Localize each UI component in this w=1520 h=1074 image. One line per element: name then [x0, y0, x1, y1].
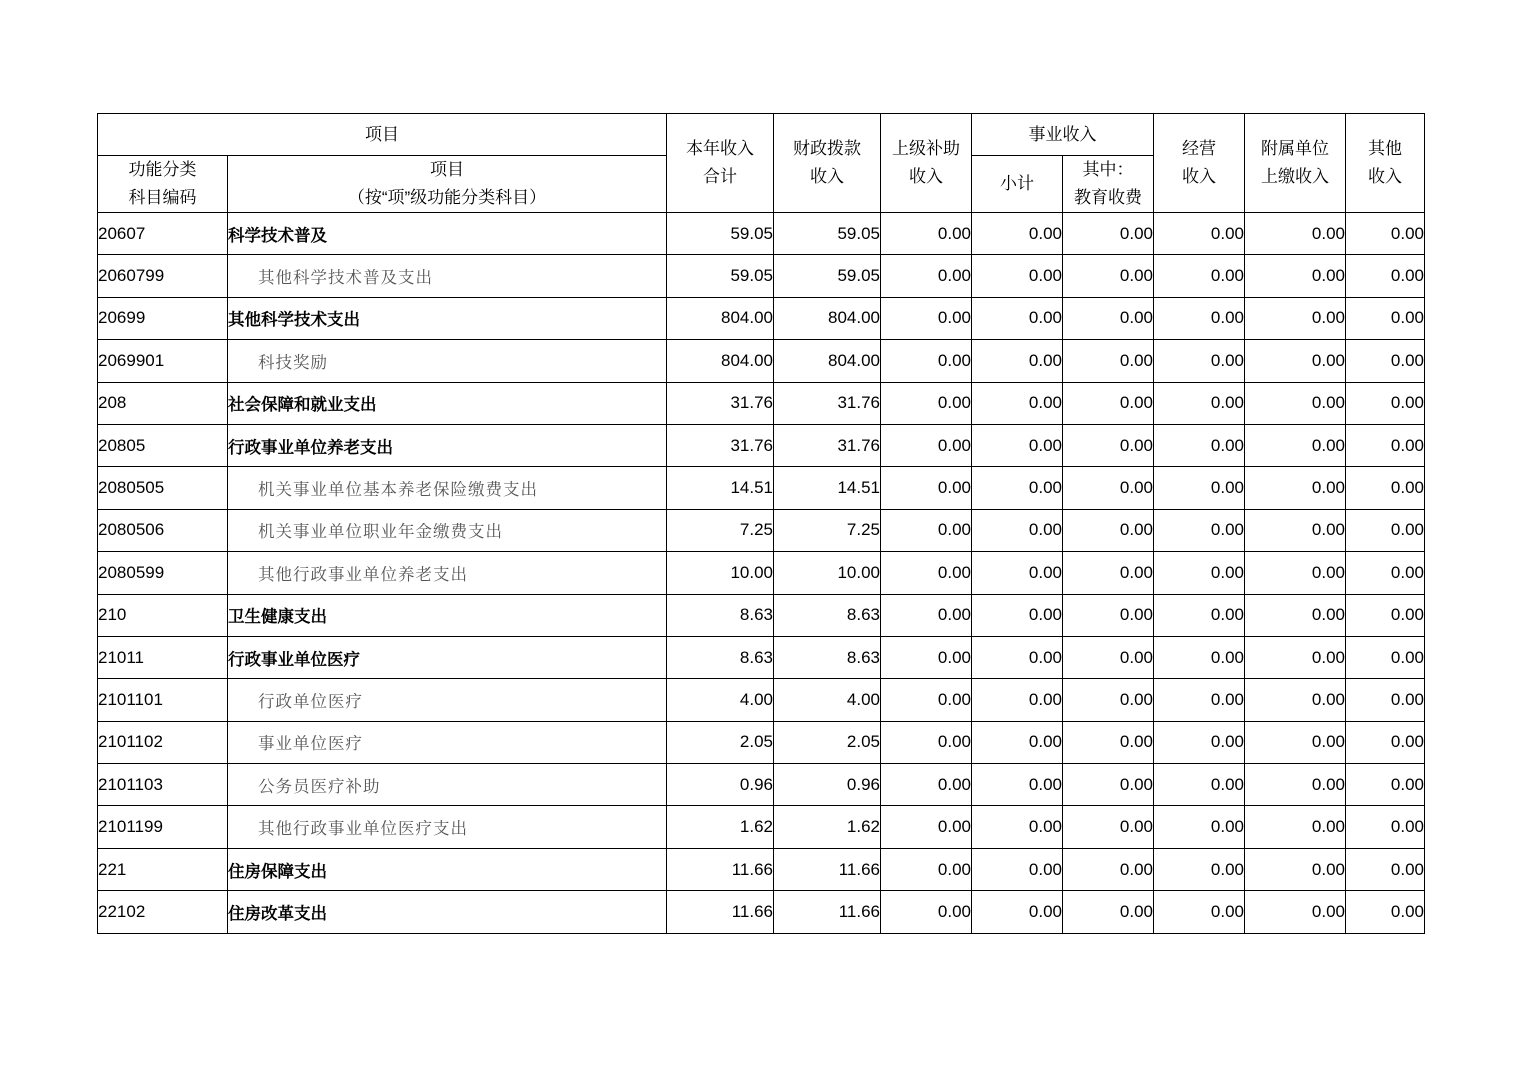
name-cell: 其他科学技术普及支出	[228, 255, 667, 297]
subtotal-cell: 0.00	[972, 424, 1063, 466]
total-cell: 11.66	[667, 891, 774, 933]
business-income-cell: 0.00	[1154, 509, 1245, 551]
header-function-code: 功能分类 科目编码	[98, 156, 228, 213]
code-cell: 2101103	[98, 764, 228, 806]
subtotal-cell: 0.00	[972, 721, 1063, 763]
code-cell: 2101101	[98, 679, 228, 721]
upper-subsidy-cell: 0.00	[881, 382, 972, 424]
table-row	[98, 721, 1425, 763]
upper-subsidy-cell: 0.00	[881, 848, 972, 890]
affiliate-income-cell: 0.00	[1245, 636, 1346, 678]
other-income-cell: 0.00	[1346, 552, 1425, 594]
code-cell: 210	[98, 594, 228, 636]
subtotal-cell: 0.00	[972, 806, 1063, 848]
education-fee-cell: 0.00	[1063, 297, 1154, 339]
table-row	[98, 594, 1425, 636]
table-row	[98, 891, 1425, 933]
education-fee-cell: 0.00	[1063, 891, 1154, 933]
affiliate-income-cell: 0.00	[1245, 424, 1346, 466]
fiscal-cell: 0.96	[774, 764, 881, 806]
header-xiangmu: 项目	[98, 114, 667, 156]
code-cell: 2080505	[98, 467, 228, 509]
affiliate-income-cell: 0.00	[1245, 764, 1346, 806]
header-item-name: 项目 （按“项”级功能分类科目）	[228, 156, 667, 213]
table-row	[98, 297, 1425, 339]
subtotal-cell: 0.00	[972, 467, 1063, 509]
affiliate-income-cell: 0.00	[1245, 255, 1346, 297]
education-fee-cell: 0.00	[1063, 679, 1154, 721]
table-row	[98, 467, 1425, 509]
upper-subsidy-cell: 0.00	[881, 509, 972, 551]
fiscal-cell: 10.00	[774, 552, 881, 594]
total-cell: 0.96	[667, 764, 774, 806]
fiscal-cell: 11.66	[774, 891, 881, 933]
affiliate-income-cell: 0.00	[1245, 552, 1346, 594]
other-income-cell: 0.00	[1346, 636, 1425, 678]
other-income-cell: 0.00	[1346, 721, 1425, 763]
business-income-cell: 0.00	[1154, 297, 1245, 339]
total-cell: 804.00	[667, 340, 774, 382]
other-income-cell: 0.00	[1346, 467, 1425, 509]
upper-subsidy-cell: 0.00	[881, 721, 972, 763]
table-row	[98, 255, 1425, 297]
subtotal-cell: 0.00	[972, 509, 1063, 551]
education-fee-cell: 0.00	[1063, 848, 1154, 890]
table-row	[98, 552, 1425, 594]
fiscal-cell: 8.63	[774, 636, 881, 678]
affiliate-income-cell: 0.00	[1245, 594, 1346, 636]
upper-subsidy-cell: 0.00	[881, 340, 972, 382]
education-fee-cell: 0.00	[1063, 764, 1154, 806]
total-cell: 31.76	[667, 382, 774, 424]
fiscal-cell: 59.05	[774, 255, 881, 297]
business-income-cell: 0.00	[1154, 764, 1245, 806]
business-income-cell: 0.00	[1154, 340, 1245, 382]
affiliate-income-cell: 0.00	[1245, 467, 1346, 509]
business-income-cell: 0.00	[1154, 636, 1245, 678]
total-cell: 10.00	[667, 552, 774, 594]
fiscal-cell: 7.25	[774, 509, 881, 551]
table-row	[98, 848, 1425, 890]
education-fee-cell: 0.00	[1063, 255, 1154, 297]
name-cell: 社会保障和就业支出	[228, 382, 667, 424]
header-career-income: 事业收入	[972, 114, 1154, 156]
affiliate-income-cell: 0.00	[1245, 382, 1346, 424]
name-cell: 科技奖励	[228, 340, 667, 382]
fiscal-cell: 31.76	[774, 382, 881, 424]
affiliate-income-cell: 0.00	[1245, 213, 1346, 255]
subtotal-cell: 0.00	[972, 594, 1063, 636]
upper-subsidy-cell: 0.00	[881, 891, 972, 933]
upper-subsidy-cell: 0.00	[881, 424, 972, 466]
name-cell: 机关事业单位基本养老保险缴费支出	[228, 467, 667, 509]
subtotal-cell: 0.00	[972, 636, 1063, 678]
name-cell: 行政事业单位养老支出	[228, 424, 667, 466]
subtotal-cell: 0.00	[972, 764, 1063, 806]
header-affiliate-income: 附属单位 上缴收入	[1245, 114, 1346, 213]
name-cell: 其他科学技术支出	[228, 297, 667, 339]
upper-subsidy-cell: 0.00	[881, 636, 972, 678]
fiscal-cell: 59.05	[774, 213, 881, 255]
upper-subsidy-cell: 0.00	[881, 255, 972, 297]
name-cell: 其他行政事业单位养老支出	[228, 552, 667, 594]
total-cell: 1.62	[667, 806, 774, 848]
affiliate-income-cell: 0.00	[1245, 848, 1346, 890]
affiliate-income-cell: 0.00	[1245, 297, 1346, 339]
code-cell: 2080599	[98, 552, 228, 594]
total-cell: 7.25	[667, 509, 774, 551]
table-row	[98, 213, 1425, 255]
business-income-cell: 0.00	[1154, 891, 1245, 933]
subtotal-cell: 0.00	[972, 891, 1063, 933]
table-row	[98, 806, 1425, 848]
affiliate-income-cell: 0.00	[1245, 509, 1346, 551]
other-income-cell: 0.00	[1346, 297, 1425, 339]
other-income-cell: 0.00	[1346, 424, 1425, 466]
fiscal-cell: 2.05	[774, 721, 881, 763]
fiscal-cell: 31.76	[774, 424, 881, 466]
subtotal-cell: 0.00	[972, 255, 1063, 297]
education-fee-cell: 0.00	[1063, 594, 1154, 636]
subtotal-cell: 0.00	[972, 213, 1063, 255]
name-cell: 行政单位医疗	[228, 679, 667, 721]
table-header	[98, 114, 1425, 213]
fiscal-cell: 1.62	[774, 806, 881, 848]
total-cell: 8.63	[667, 594, 774, 636]
fiscal-cell: 11.66	[774, 848, 881, 890]
total-cell: 804.00	[667, 297, 774, 339]
subtotal-cell: 0.00	[972, 297, 1063, 339]
subtotal-cell: 0.00	[972, 679, 1063, 721]
other-income-cell: 0.00	[1346, 848, 1425, 890]
other-income-cell: 0.00	[1346, 213, 1425, 255]
table-row	[98, 509, 1425, 551]
table-row	[98, 382, 1425, 424]
header-upper-subsidy: 上级补助 收入	[881, 114, 972, 213]
education-fee-cell: 0.00	[1063, 424, 1154, 466]
name-cell: 住房保障支出	[228, 848, 667, 890]
name-cell: 卫生健康支出	[228, 594, 667, 636]
upper-subsidy-cell: 0.00	[881, 679, 972, 721]
code-cell: 208	[98, 382, 228, 424]
code-cell: 20805	[98, 424, 228, 466]
code-cell: 2069901	[98, 340, 228, 382]
name-cell: 科学技术普及	[228, 213, 667, 255]
other-income-cell: 0.00	[1346, 764, 1425, 806]
total-cell: 14.51	[667, 467, 774, 509]
code-cell: 21011	[98, 636, 228, 678]
education-fee-cell: 0.00	[1063, 552, 1154, 594]
upper-subsidy-cell: 0.00	[881, 552, 972, 594]
education-fee-cell: 0.00	[1063, 721, 1154, 763]
subtotal-cell: 0.00	[972, 340, 1063, 382]
code-cell: 20607	[98, 213, 228, 255]
name-cell: 住房改革支出	[228, 891, 667, 933]
name-cell: 其他行政事业单位医疗支出	[228, 806, 667, 848]
subtotal-cell: 0.00	[972, 382, 1063, 424]
business-income-cell: 0.00	[1154, 467, 1245, 509]
table-row	[98, 636, 1425, 678]
table-row	[98, 764, 1425, 806]
subtotal-cell: 0.00	[972, 552, 1063, 594]
business-income-cell: 0.00	[1154, 848, 1245, 890]
business-income-cell: 0.00	[1154, 424, 1245, 466]
upper-subsidy-cell: 0.00	[881, 297, 972, 339]
upper-subsidy-cell: 0.00	[881, 467, 972, 509]
code-cell: 20699	[98, 297, 228, 339]
upper-subsidy-cell: 0.00	[881, 213, 972, 255]
name-cell: 事业单位医疗	[228, 721, 667, 763]
other-income-cell: 0.00	[1346, 594, 1425, 636]
header-business-income: 经营 收入	[1154, 114, 1245, 213]
affiliate-income-cell: 0.00	[1245, 679, 1346, 721]
income-budget-table	[97, 113, 1425, 934]
code-cell: 2101199	[98, 806, 228, 848]
code-cell: 2101102	[98, 721, 228, 763]
header-fiscal-appropriation: 财政拨款 收入	[774, 114, 881, 213]
other-income-cell: 0.00	[1346, 382, 1425, 424]
other-income-cell: 0.00	[1346, 509, 1425, 551]
total-cell: 4.00	[667, 679, 774, 721]
fiscal-cell: 8.63	[774, 594, 881, 636]
affiliate-income-cell: 0.00	[1245, 721, 1346, 763]
affiliate-income-cell: 0.00	[1245, 806, 1346, 848]
education-fee-cell: 0.00	[1063, 509, 1154, 551]
total-cell: 11.66	[667, 848, 774, 890]
header-total-income: 本年收入 合计	[667, 114, 774, 213]
other-income-cell: 0.00	[1346, 891, 1425, 933]
code-cell: 2080506	[98, 509, 228, 551]
fiscal-cell: 804.00	[774, 297, 881, 339]
total-cell: 8.63	[667, 636, 774, 678]
business-income-cell: 0.00	[1154, 213, 1245, 255]
name-cell: 公务员医疗补助	[228, 764, 667, 806]
business-income-cell: 0.00	[1154, 382, 1245, 424]
upper-subsidy-cell: 0.00	[881, 764, 972, 806]
business-income-cell: 0.00	[1154, 679, 1245, 721]
education-fee-cell: 0.00	[1063, 806, 1154, 848]
affiliate-income-cell: 0.00	[1245, 891, 1346, 933]
education-fee-cell: 0.00	[1063, 467, 1154, 509]
upper-subsidy-cell: 0.00	[881, 594, 972, 636]
table-body	[98, 213, 1425, 934]
fiscal-cell: 14.51	[774, 467, 881, 509]
subtotal-cell: 0.00	[972, 848, 1063, 890]
table-row	[98, 679, 1425, 721]
education-fee-cell: 0.00	[1063, 382, 1154, 424]
total-cell: 31.76	[667, 424, 774, 466]
table-row	[98, 340, 1425, 382]
total-cell: 59.05	[667, 255, 774, 297]
business-income-cell: 0.00	[1154, 806, 1245, 848]
other-income-cell: 0.00	[1346, 679, 1425, 721]
header-subtotal: 小计	[972, 156, 1063, 213]
business-income-cell: 0.00	[1154, 552, 1245, 594]
header-other-income: 其他 收入	[1346, 114, 1425, 213]
education-fee-cell: 0.00	[1063, 213, 1154, 255]
total-cell: 59.05	[667, 213, 774, 255]
name-cell: 行政事业单位医疗	[228, 636, 667, 678]
name-cell: 机关事业单位职业年金缴费支出	[228, 509, 667, 551]
education-fee-cell: 0.00	[1063, 340, 1154, 382]
header-education-fee: 其中： 教育收费	[1063, 156, 1154, 213]
other-income-cell: 0.00	[1346, 255, 1425, 297]
table-row	[98, 424, 1425, 466]
education-fee-cell: 0.00	[1063, 636, 1154, 678]
other-income-cell: 0.00	[1346, 340, 1425, 382]
business-income-cell: 0.00	[1154, 594, 1245, 636]
total-cell: 2.05	[667, 721, 774, 763]
affiliate-income-cell: 0.00	[1245, 340, 1346, 382]
other-income-cell: 0.00	[1346, 806, 1425, 848]
code-cell: 221	[98, 848, 228, 890]
business-income-cell: 0.00	[1154, 721, 1245, 763]
fiscal-cell: 804.00	[774, 340, 881, 382]
upper-subsidy-cell: 0.00	[881, 806, 972, 848]
fiscal-cell: 4.00	[774, 679, 881, 721]
business-income-cell: 0.00	[1154, 255, 1245, 297]
code-cell: 2060799	[98, 255, 228, 297]
code-cell: 22102	[98, 891, 228, 933]
